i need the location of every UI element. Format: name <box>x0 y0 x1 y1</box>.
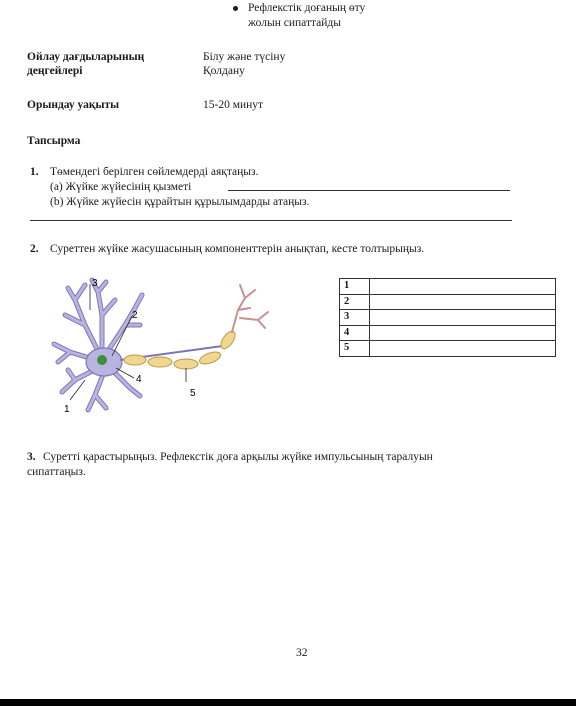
levels-value-line-2: Қолдану <box>203 65 245 77</box>
diagram-label-2: 2 <box>132 310 138 321</box>
myelin-sheath <box>124 329 238 369</box>
diagram-label-1: 1 <box>64 404 70 415</box>
bullet-icon <box>233 6 238 11</box>
task1-a-answer-line[interactable] <box>228 190 510 191</box>
task1-item-b: (b) Жүйке жүйесін құрайтын құрылымдарды атаңыз. <box>50 196 310 208</box>
task2-number: 2. <box>30 243 39 255</box>
answer-cell[interactable] <box>370 294 556 310</box>
time-label: Орындау уақыты <box>27 99 120 111</box>
table-row <box>340 310 556 326</box>
row-number: 2 <box>340 294 370 310</box>
table-row <box>340 279 556 295</box>
task2-text: Суреттен жүйке жасушасының компоненттерін анықтап, кесте толтырыңыз. <box>50 243 425 255</box>
row-number: 1 <box>340 279 370 295</box>
task3-number: 3. <box>27 451 36 463</box>
row-number: 4 <box>340 325 370 341</box>
time-value: 15-20 минут <box>203 99 264 111</box>
task1-item-a: (а) Жүйке жүйесінің қызметі <box>50 181 192 193</box>
bottom-bar <box>0 699 576 706</box>
objective-line-2: жолын сипаттайды <box>248 17 341 29</box>
table-row <box>340 294 556 310</box>
task3-line-1: Суретті қарастырыңыз. Рефлекстік доға арқылы жүйке импульсының таралуын <box>43 451 433 463</box>
task1-number: 1. <box>30 166 39 178</box>
diagram-label-3: 3 <box>92 278 98 289</box>
diagram-label-5: 5 <box>190 388 196 399</box>
diagram-label-4: 4 <box>136 374 142 385</box>
levels-label-line-2: деңгейлері <box>27 65 83 77</box>
row-number: 3 <box>340 310 370 326</box>
table-row <box>340 341 556 357</box>
task3-line-2: сипаттаңыз. <box>27 466 86 478</box>
task-heading: Тапсырма <box>27 135 81 147</box>
task1-text: Төмендегі берілген сөйлемдерді аяқтаңыз. <box>50 166 259 178</box>
row-number: 5 <box>340 341 370 357</box>
axon-terminals <box>232 285 268 332</box>
page-number: 32 <box>296 647 308 659</box>
levels-label-line-1: Ойлау дағдыларының <box>27 51 145 63</box>
answer-cell[interactable] <box>370 310 556 326</box>
table-row <box>340 325 556 341</box>
objective-line-1: Рефлекстік доғаның өту <box>248 2 366 14</box>
answer-cell[interactable] <box>370 325 556 341</box>
neuron-diagram <box>40 270 290 420</box>
nucleus <box>97 355 107 365</box>
task1-b-answer-line[interactable] <box>30 220 512 221</box>
answer-cell[interactable] <box>370 279 556 295</box>
levels-value-line-1: Білу және түсіну <box>203 51 286 63</box>
answer-cell[interactable] <box>370 341 556 357</box>
answer-table <box>339 278 556 357</box>
